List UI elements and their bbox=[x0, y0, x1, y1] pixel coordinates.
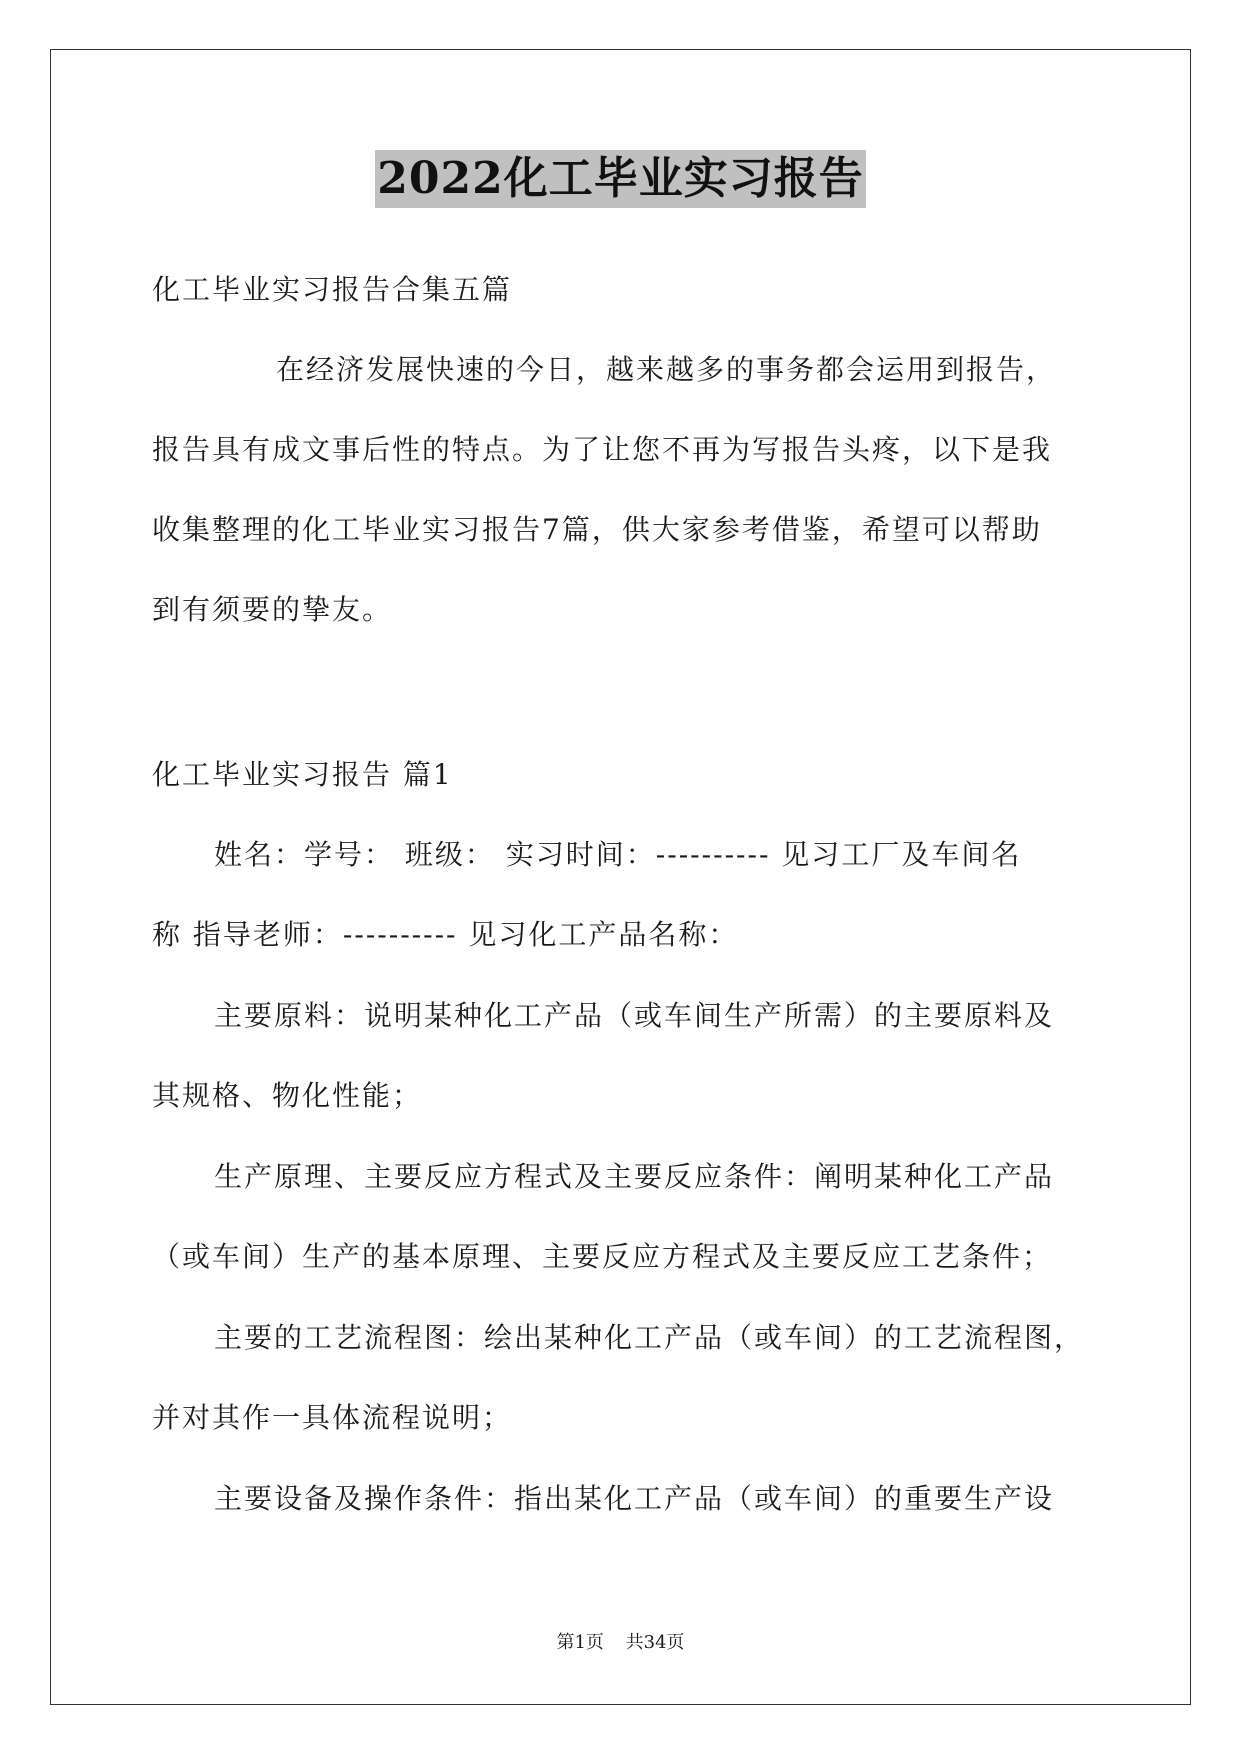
page-footer bbox=[0, 1628, 1241, 1654]
paragraph-line: 主要设备及操作条件：指出某化工产品（或车间）的重要生产设 bbox=[214, 1482, 1055, 1515]
paragraph-line: 报告具有成文事后性的特点。为了让您不再为写报告头疼，以下是我 bbox=[152, 433, 1053, 466]
page-number: 第1页 bbox=[556, 1632, 604, 1653]
title-container bbox=[0, 150, 1241, 208]
paragraph-line: （或车间）生产的基本原理、主要反应方程式及主要反应工艺条件； bbox=[152, 1240, 1053, 1273]
paragraph-line: 主要的工艺流程图：绘出某种化工产品（或车间）的工艺流程图， bbox=[214, 1321, 1085, 1354]
paragraph-line: 姓名：学号： 班级： 实习时间：---------- 见习工厂及车间名 bbox=[214, 838, 1022, 871]
paragraph-line: 并对其作一具体流程说明； bbox=[152, 1401, 513, 1434]
page-total: 共34页 bbox=[625, 1632, 685, 1653]
paragraph-line: 主要原料：说明某种化工产品（或车间生产所需）的主要原料及 bbox=[214, 999, 1055, 1032]
subtitle-line: 化工毕业实习报告合集五篇 bbox=[152, 273, 513, 306]
paragraph-line: 收集整理的化工毕业实习报告7篇，供大家参考借鉴，希望可以帮助 bbox=[152, 513, 1042, 546]
section-heading: 化工毕业实习报告 篇1 bbox=[152, 758, 453, 791]
document-title: 2022化工毕业实习报告 bbox=[375, 150, 865, 208]
paragraph-line: 生产原理、主要反应方程式及主要反应条件：阐明某种化工产品 bbox=[214, 1160, 1055, 1193]
paragraph-line: 其规格、物化性能； bbox=[152, 1079, 423, 1112]
paragraph-line: 到有须要的挚友。 bbox=[152, 593, 393, 626]
paragraph-line: 称 指导老师：---------- 见习化工产品名称： bbox=[152, 918, 739, 951]
paragraph-line: 在经济发展快速的今日，越来越多的事务都会运用到报告， bbox=[276, 353, 1057, 386]
